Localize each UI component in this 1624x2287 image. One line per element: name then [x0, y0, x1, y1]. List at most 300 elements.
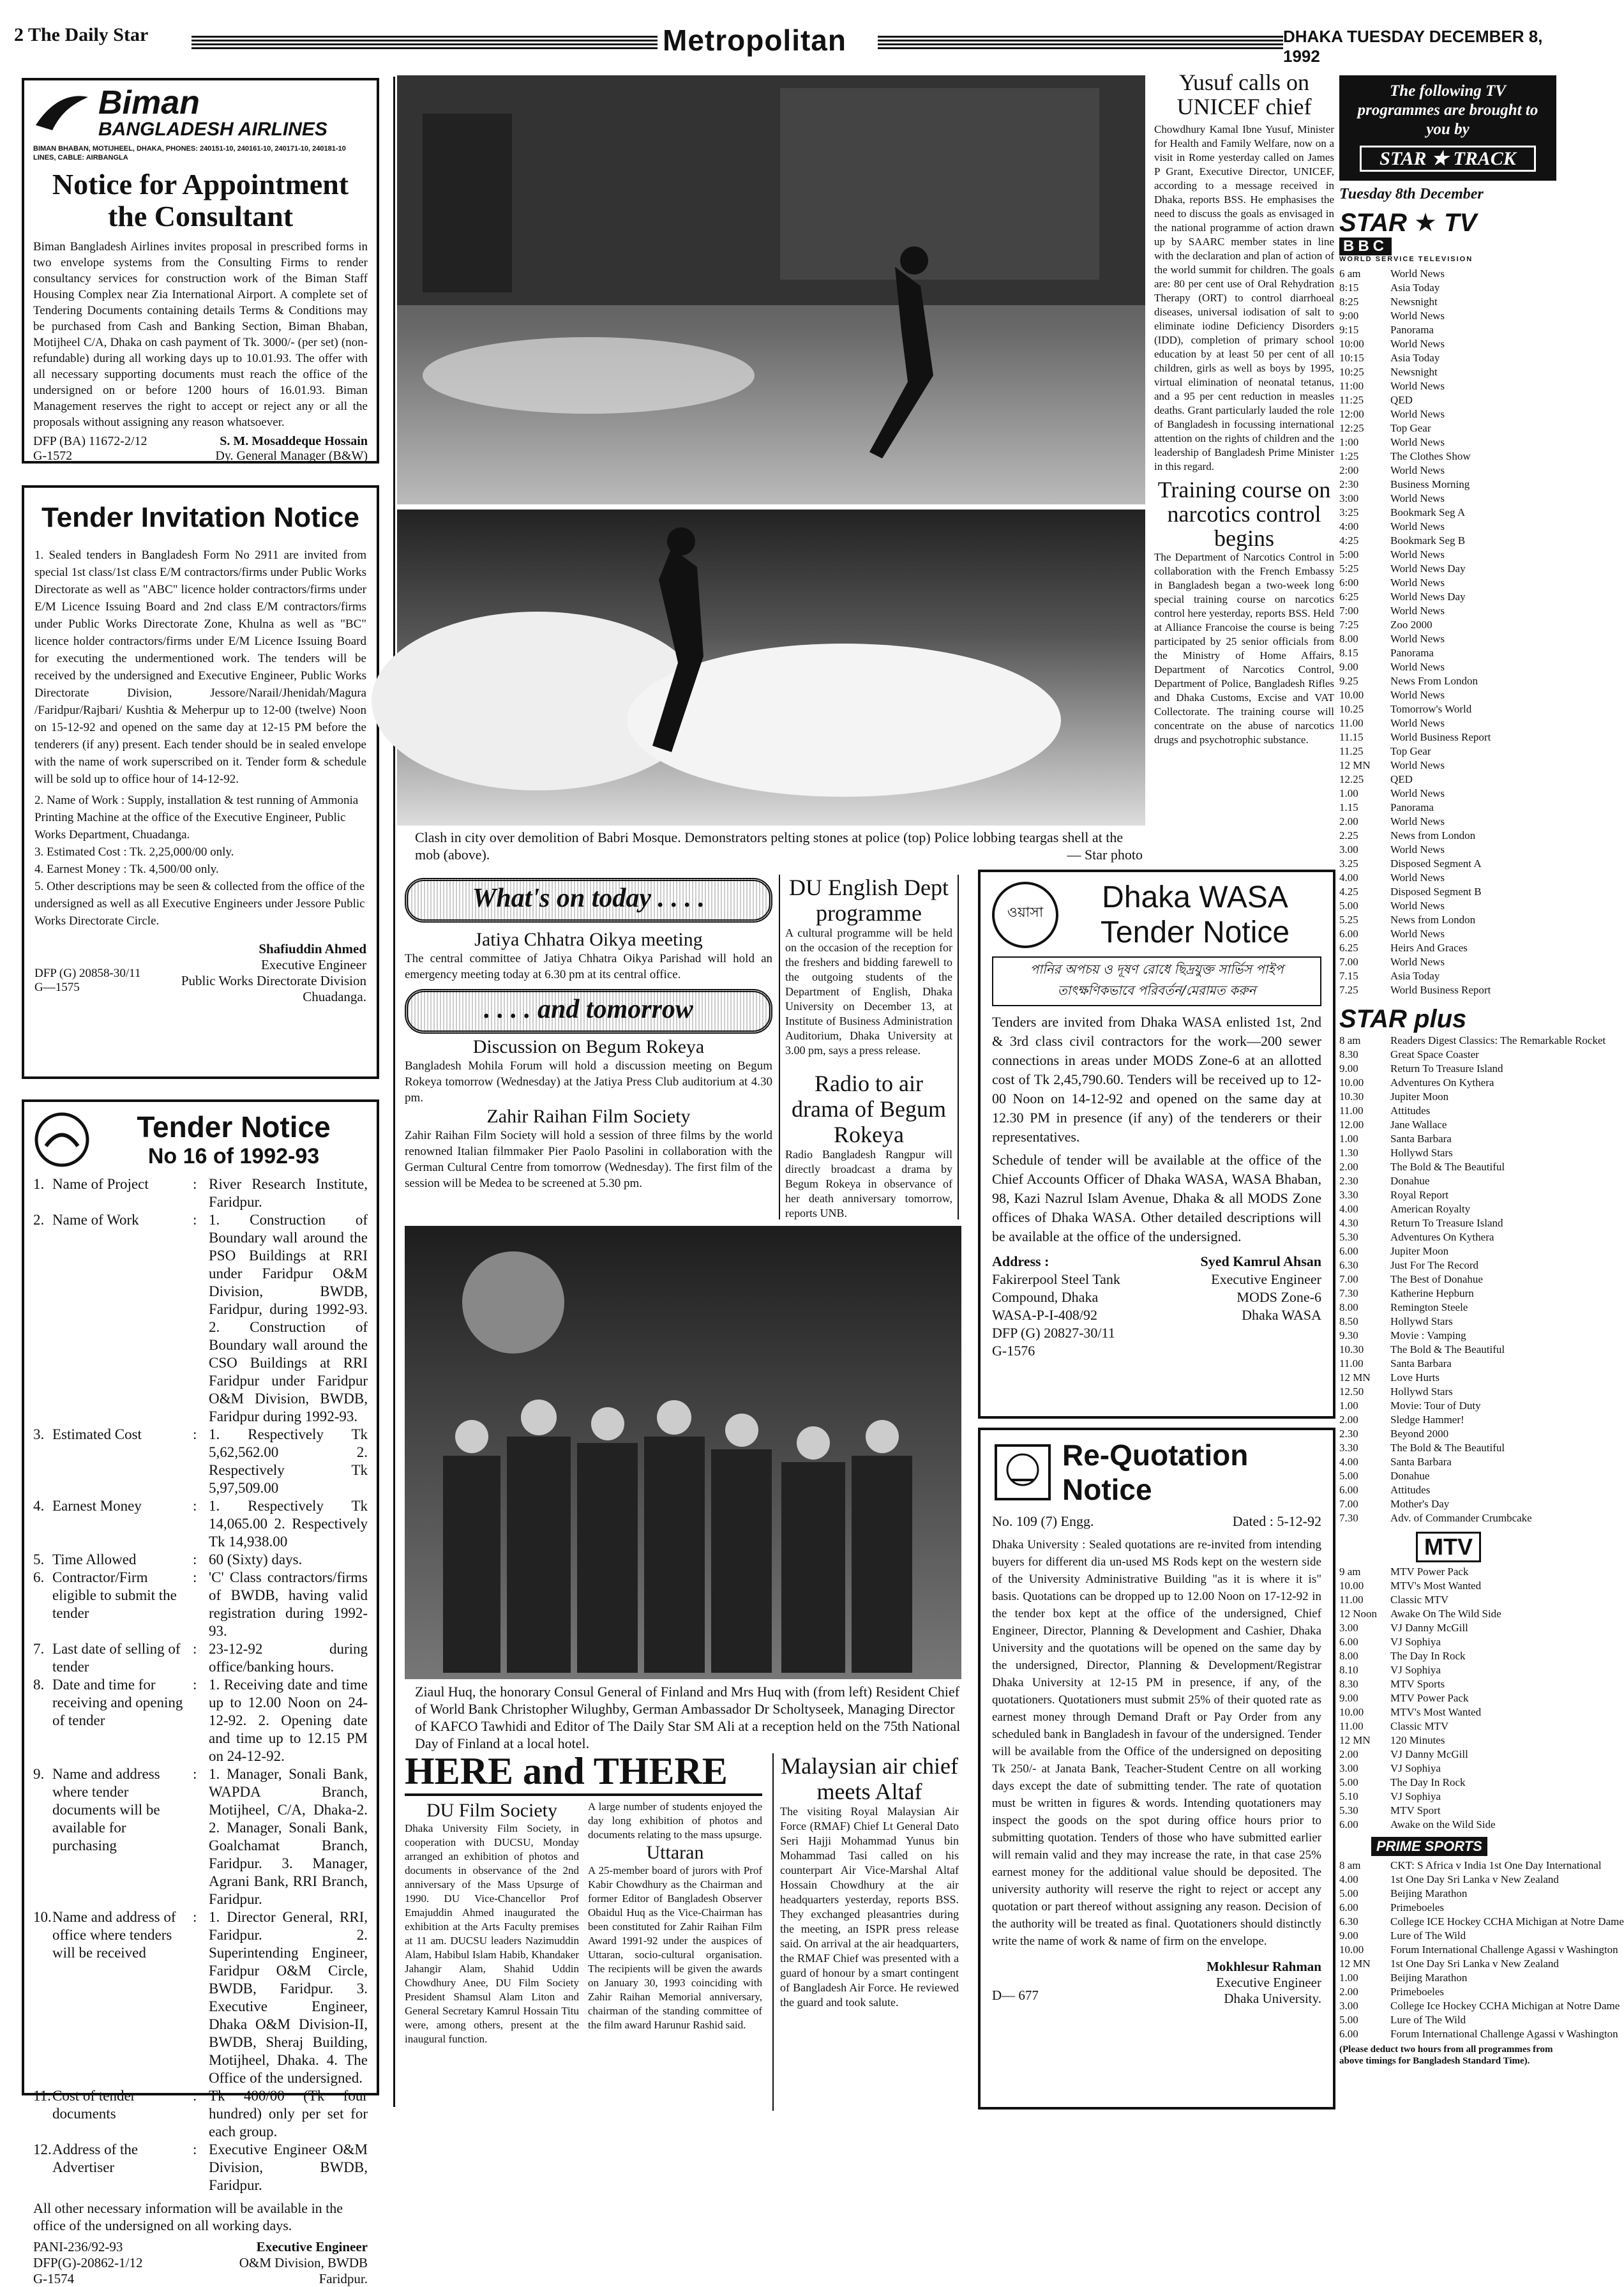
radio-body: Radio Bangladesh Rangpur will directly broadcast a drama by Begum Rokeya in observance of her death anniversary tomorrow, reports UNB.: [785, 1148, 952, 1219]
prime-sports-time: 10.00: [1339, 1944, 1364, 1956]
star-plus-time: 5.00: [1339, 1470, 1358, 1482]
tender-row-value: Executive Engineer O&M Division, BWDB, Faridpur.: [209, 2141, 368, 2193]
star-plus-program: Jupiter Moon: [1390, 1091, 1449, 1103]
tender-row-value: 1. Construction of Boundary wall around the PSO Buildings at RRI under Faridpur O&M Division, BWDB, Faridpur, during 1992-93. 2. Construction of Boundary wall around the CSO Buildings at RRI Faridpur under Faridpur O&M Division, BWDB, Faridpur during 1992-93.: [209, 1212, 368, 1424]
re-quotation-body: Dhaka University : Sealed quotations are re-invited from intending buyers for different dia un-used MS Rods kept on the western side of the University Administrative Building "as it is where it is" basis. Quotations can be dropped up to 12.00 Noon on 17-12-92 in the tender box kept at the office of the undersigned, Chief Engineer, Director, Planning & Development and Cashier, Dhaka University and the quotations will be opened on the same day by the undersigned, Director, Planning & Development/Registrar Dhaka University at 12-15 PM in presence, if any, of the quotationers. Quotationers must submit 25% of their quoted rate as earnest money through Demand Draft or Pay Order from any scheduled bank in Bangladesh in favour of the undersigned. Tender will be available from the Office of the undersigned on depositing Tk 250/- at Janata Bank, Teacher-Student Centre on all working days except the date of submitting tender. The rate of quotation must be written in figures & words. Intending quotationers may inspect the goods on the spot during office hours prior to submitting quotation. Tenders of those who have submitted earlier will remain valid and they may increase the rate, in that case 25% earnest money for the additional value should be deposited. The university authority will reserve the right to reject or accept any quotation or part thereof without assigning any reason. Decision of the authority will be treated as final. Quotationers should distinctly write the name of work & name of firm on the envelope.: [992, 1538, 1321, 1948]
bbc-time: 8.00: [1339, 633, 1358, 645]
bbc-time: 1.00: [1339, 787, 1358, 799]
uttaran-body: A 25-member board of jurors with Prof Kabir Chowdhury as the Chairman and former Editor of Bangladesh Observer Obaidul Huq as the Vice-Chairman has been constituted for Zahir Raihan Film Award 1991-92 under the auspices of Uttaran, socio-cultural organisation. The recipients will be given the awards on January 30, 1993 coinciding with Zahir Raihan Memorial anniversary, chairman of the standing committee of the film award Harunur Rashid said.: [588, 1864, 762, 2031]
bbc-program: Asia Today: [1390, 352, 1440, 364]
mtv-time: 2.00: [1339, 1748, 1358, 1760]
bbc-program: News From London: [1390, 675, 1478, 687]
star-plus-time: 10.00: [1339, 1076, 1364, 1089]
tender-notice-footer: All other necessary information will be available in the office of the undersigned on all working days.: [33, 2200, 343, 2233]
mtv-program: 120 Minutes: [1390, 1734, 1445, 1746]
prime-sports-time: 2.00: [1339, 1986, 1358, 1998]
tender-invitation-item-1: 1. Sealed tenders in Bangladesh Form No 2911 are invited from special 1st class/1st class E/M contractors/firms under Public Works Directorate as well as "ABC" licence holder contractors/firms under E/M Licence Issuing Board and 2nd class E/M contractors/firms under Public Works Directorate Zone, Khulna as well as "BC" licence holder contractors/firms under E/M Licence Issuing Board for executing the undermentioned work. The tenders will be received by the undersigned and Executive Engineer, Public Works Directorate Division, Jessore/Narail/Jhenidah/Magura /Faridpur/Rajbari/ Kushtia & Meherpur up to 12-00 (twelve) Noon on 15-12-92 and opened on the same day at 12-15 PM before the tenderers (if any) present. Each tender should be in sealed envelope with the name of work superscribed on it. Tender form & schedule will be sold up to office hour of 14-12-92.: [34, 548, 367, 786]
tender-row-number: 8.: [33, 1677, 45, 1693]
bbc-time: 8:25: [1339, 296, 1359, 308]
bbc-program: Top Gear: [1390, 745, 1431, 757]
tv-listing-date: Tuesday 8th December: [1339, 186, 1484, 202]
star-plus-time: 2.00: [1339, 1414, 1358, 1426]
tv-listings-column: [1339, 75, 1624, 2112]
tender-invitation-ad: [22, 485, 379, 1079]
mtv-time: 3.00: [1339, 1762, 1358, 1774]
star-plus-program: Royal Report: [1390, 1189, 1449, 1201]
whats-on-heading-3: Zahir Raihan Film Society: [486, 1106, 691, 1127]
tender-row-value: 1. Respectively Tk 14,065.00 2. Respectively Tk 14,938.00: [209, 1498, 368, 1550]
bbc-time: 6 am: [1339, 268, 1361, 280]
bbc-subtitle: WORLD SERVICE TELEVISION: [1339, 255, 1473, 263]
bbc-time: 11.15: [1339, 731, 1364, 743]
mtv-program: The Day In Rock: [1390, 1650, 1466, 1662]
bbc-time: 2:00: [1339, 464, 1359, 476]
star-plus-time: 10.30: [1339, 1343, 1364, 1355]
bbc-program: World News: [1390, 815, 1445, 827]
prime-sports-program: Primeboeles: [1390, 1901, 1445, 1913]
bbc-program: World News: [1390, 268, 1445, 280]
star-plus-time: 12.50: [1339, 1385, 1364, 1398]
tender-invitation-item-2: 2. Name of Work : Supply, installation & test running of Ammonia Printing Machine at the office of the Executive Engineer, Public Works Department, Chuadanga.: [34, 794, 359, 842]
tender-row-label: Contractor/Firm eligible to submit the tender: [52, 1569, 177, 1621]
bbc-program: World News: [1390, 408, 1445, 420]
tender-row-number: 9.: [33, 1766, 45, 1782]
biman-notice-ad: [22, 78, 379, 464]
bbc-logo: BBC: [1339, 238, 1392, 255]
bbc-program: World News: [1390, 956, 1445, 968]
tender-row: [33, 1551, 368, 1569]
star-plus-time: 3.30: [1339, 1189, 1358, 1201]
du-film-society-body-cont: A large number of students enjoyed the day long exhibition of photos and documents relating to the mass upsurge.: [588, 1800, 762, 1841]
bbc-program: World News: [1390, 577, 1445, 589]
bbc-time: 3.25: [1339, 857, 1358, 870]
bbc-program: World News: [1390, 633, 1445, 645]
tender-row-colon: :: [193, 1176, 197, 1192]
prime-sports-time: 8 am: [1339, 1859, 1361, 1871]
mtv-time: 6.00: [1339, 1636, 1358, 1648]
star-plus-program: American Royalty: [1390, 1203, 1471, 1215]
tender-row-colon: :: [193, 1212, 197, 1228]
tender-row-label: Earnest Money: [52, 1498, 142, 1514]
star-track-promo: [1339, 75, 1556, 181]
tender-row-number: 4.: [33, 1498, 45, 1514]
wasa-body-2: Schedule of tender will be available at the office of the Chief Accounts Officer of Dhaka WASA, WASA Bhaban, 98, Kazi Nazrul Islam Avenue, Dhaka & all MODS Zone offices of Dhaka WASA. Other detailed descriptions will be available at the office of the undersigned.: [992, 1152, 1321, 1244]
tender-row-colon: :: [193, 1569, 197, 1585]
photo-caption: Clash in city over demolition of Babri Mosque. Demonstrators pelting stones at police (top) Police lobbing teargas shell at the mob (above). — Star photo: [415, 829, 1143, 863]
tender-row-number: 7.: [33, 1641, 45, 1657]
star-plus-time: 4.00: [1339, 1203, 1358, 1215]
bbc-time: 4.25: [1339, 886, 1358, 898]
bbc-program: World News: [1390, 520, 1445, 532]
bbc-time: 9:00: [1339, 310, 1359, 322]
bbc-time: 11:00: [1339, 380, 1364, 392]
tender-invitation-item-4: 4. Earnest Money : Tk. 4,500/00 only.: [34, 863, 219, 876]
biman-notice-body: Biman Bangladesh Airlines invites proposal in prescribed forms in two envelope systems from the Consulting Firms to render consultancy services for construction work of the Biman Staff Housing Complex near Zia International Airport. A complete set of Tendering Documents containing details Terms & Conditions may be purchased from Cash and Banking Section, Biman Bhaban, Motijheel C/A, Dhaka on cash payment of Tk. 3000/- (per set) (non-refundable) during all working days up to 10.01.93. The offer with all necessary supporting documents must reach the office of the undersigned on or before 1200 hours of 16.01.93. Biman Management reserves the right to accept or reject any or all the proposals without assigning any reason whatsoever.: [33, 240, 368, 429]
mtv-time: 9 am: [1339, 1566, 1361, 1578]
star-plus-time: 12.00: [1339, 1119, 1364, 1131]
bbc-program: World News: [1390, 548, 1445, 561]
re-quotation-ref: D— 677: [992, 1988, 1039, 2003]
star-plus-program: Santa Barbara: [1390, 1133, 1452, 1145]
whats-on-heading-2: Discussion on Begum Rokeya: [472, 1036, 705, 1057]
street-clash-image: [397, 75, 1145, 504]
mtv-program: Awake On The Wild Side: [1390, 1608, 1501, 1620]
narcotics-headline: Training course on narcotics control begins: [1157, 477, 1331, 551]
star-plus-time: 5.30: [1339, 1231, 1358, 1243]
bbc-time: 11:25: [1339, 394, 1364, 406]
bbc-program: Asia Today: [1390, 970, 1440, 982]
whats-on-text-2: Bangladesh Mohila Forum will hold a discussion meeting on Begum Rokeya tomorrow (Wednesday) at the Jatiya Press Club auditorium at 4.30 pm.: [405, 1059, 772, 1105]
biman-address: BIMAN BHABAN, MOTIJHEEL, DHAKA, PHONES: 240151-10, 240161-10, 240171-10, 240181-10 LINES, CABLE: AIRBANGLA: [33, 145, 346, 162]
star-plus-program: Jupiter Moon: [1390, 1245, 1449, 1257]
tender-row-label: Time Allowed: [52, 1551, 137, 1567]
prime-sports-time: 4.00: [1339, 1873, 1358, 1885]
star-plus-program: The Bold & The Beautiful: [1390, 1343, 1505, 1355]
star-plus-program: Attitudes: [1390, 1105, 1431, 1117]
star-plus-time: 7.30: [1339, 1512, 1358, 1524]
prime-sports-program: Forum International Challenge Agassi v Washington: [1390, 2028, 1618, 2040]
bbc-time: 2:30: [1339, 478, 1359, 490]
tender-row-colon: :: [193, 2088, 197, 2104]
star-track-logo: STAR ★ TRACK: [1360, 146, 1536, 172]
tender-row-label: Name and address of office where tenders will be received: [52, 1909, 176, 1961]
tender-row: [33, 1640, 368, 1676]
star-plus-schedule: [1339, 1034, 1606, 1525]
star-plus-time: 2.30: [1339, 1175, 1358, 1187]
whats-on-text-1: The central committee of Jatiya Chhatra Oikya Parishad will hold an emergency meeting today at 6.30 pm at its central office.: [405, 952, 772, 981]
biman-bird-logo-icon: [33, 93, 89, 134]
tender-row: [33, 1426, 368, 1497]
star-plus-time: 9.30: [1339, 1329, 1358, 1341]
star-plus-time: 11.00: [1339, 1105, 1364, 1117]
bbc-program: World News: [1390, 717, 1445, 729]
bbc-program: Panorama: [1390, 647, 1434, 659]
bbc-time: 10.25: [1339, 703, 1364, 715]
tender-row-value: Tk 400/00 (Tk four hundred) only per set for each group.: [209, 2088, 368, 2140]
bbc-program: Tomorrow's World: [1390, 703, 1472, 715]
bbc-time: 12:00: [1339, 408, 1364, 420]
bbc-time: 12:25: [1339, 422, 1364, 434]
star-plus-program: Santa Barbara: [1390, 1357, 1452, 1370]
bbc-time: 6.00: [1339, 928, 1358, 940]
prime-sports-logo: PRIME SPORTS: [1371, 1837, 1487, 1856]
mtv-logo: MTV: [1416, 1532, 1481, 1562]
tender-row: [33, 2087, 368, 2141]
tender-invitation-ref: DFP (G) 20858-30/11 G—1575: [34, 967, 141, 994]
bbc-time: 7:00: [1339, 605, 1359, 617]
biman-ref2: G-1572: [33, 449, 73, 463]
wasa-tagline: পানির অপচয় ও দূষণ রোধে ছিদ্রযুক্ত সার্ভিস পাইপ তাৎক্ষণিকভাবে পরিবর্তন/মেরামত করুন: [992, 956, 1321, 1006]
re-quotation-signature: Mokhlesur Rahman Executive Engineer Dhaka University.: [1207, 1959, 1321, 2006]
star-plus-program: Readers Digest Classics: The Remarkable Rocket: [1390, 1034, 1606, 1046]
star-plus-time: 6.30: [1339, 1259, 1358, 1271]
bbc-schedule: [1339, 267, 1556, 997]
bbc-time: 5:25: [1339, 562, 1359, 575]
mtv-program: MTV Sports: [1390, 1678, 1445, 1690]
wasa-address: Address : Fakirerpool Steel Tank Compound, Dhaka WASA-P-I-408/92 DFP (G) 20827-30/11 G-1576: [992, 1253, 1120, 1359]
star-plus-time: 3.30: [1339, 1442, 1358, 1454]
tender-row-value: 'C' Class contractors/firms of BWDB, having valid registration during 1992-93.: [209, 1569, 368, 1639]
bbc-time: 11.25: [1339, 745, 1364, 757]
star-plus-program: Return To Treasure Island: [1390, 1062, 1503, 1075]
bbc-program: World News: [1390, 380, 1445, 392]
tender-row-label: Name and address where tender documents will be available for purchasing: [52, 1766, 160, 1853]
mtv-time: 8.10: [1339, 1664, 1358, 1676]
star-plus-time: 7.30: [1339, 1287, 1358, 1299]
du-film-society-body: Dhaka University Film Society, in cooperation with DUCSU, Monday arranged an exhibition of photos and documents in observance of the 2nd anniversary of the Mass Upsurge of 1990. DU Vice-Chancellor Prof Emajuddin Ahmed inaugurated the exhibition at the Arts Faculty premises at 11 am. DUCSU leaders Nazimuddin Alam, Habibul Islam Habib, Khandaker Jahangir Alam, Shahid Uddin Chowdhury Anee, DU Film Society President Shamsul Alam Liton and General Secretary Kamrul Hossain Titu were, among others, present at the inaugural function.: [405, 1822, 579, 2045]
bbc-program: Newsnight: [1390, 296, 1438, 308]
bbc-time: 9.25: [1339, 675, 1358, 687]
bbc-program: QED: [1390, 394, 1413, 406]
mtv-time: 12 Noon: [1339, 1608, 1378, 1620]
star-plus-program: The Bold & The Beautiful: [1390, 1161, 1505, 1173]
unicef-headline: Yusuf calls on UNICEF chief: [1177, 70, 1312, 119]
prime-sports-time: 5.00: [1339, 1887, 1358, 1899]
star-plus-program: Beyond 2000: [1390, 1428, 1449, 1440]
bbc-time: 10:25: [1339, 366, 1364, 378]
whats-on-section: [405, 878, 772, 1223]
bbc-program: World News: [1390, 689, 1445, 701]
biman-brand-sub: BANGLADESH AIRLINES: [98, 119, 327, 140]
star-plus-time: 4.30: [1339, 1217, 1358, 1229]
bbc-program: Newsnight: [1390, 366, 1438, 378]
star-plus-time: 1.30: [1339, 1147, 1358, 1159]
bbc-time: 3:25: [1339, 506, 1359, 518]
bbc-time: 9.00: [1339, 661, 1358, 673]
star-plus-program: Just For The Record: [1390, 1259, 1479, 1271]
bbc-time: 5.00: [1339, 900, 1358, 912]
bbc-time: 1:00: [1339, 436, 1359, 448]
tender-invitation-item-5: 5. Other descriptions may be seen & collected from the office of the undersigned as well as all Executive Engineers under Jessore Public Works Directorate Circle.: [34, 880, 365, 928]
mtv-program: VJ Sophiya: [1390, 1762, 1441, 1774]
star-plus-program: Jane Wallace: [1390, 1119, 1447, 1131]
star-plus-program: Return To Treasure Island: [1390, 1217, 1503, 1229]
bbc-program: World News: [1390, 492, 1445, 504]
bbc-time: 10:00: [1339, 338, 1364, 350]
tv-promo-text: The following TV programmes are brought to you by: [1357, 82, 1538, 138]
mtv-program: MTV's Most Wanted: [1390, 1706, 1482, 1718]
mtv-schedule: [1339, 1565, 1556, 1832]
prime-sports-program: College Ice Hockey CCHA Michigan at Notre Dame: [1390, 2000, 1620, 2012]
du-english-body: A cultural programme will be held on the occasion of the reception for the freshers and bidding farewell to the outgoing students of the Department of English, Dhaka University on December 13, at Institute of Business Administration Auditorium, Dhaka University at 3.00 pm, says a press release.: [785, 926, 952, 1057]
star-plus-logo: STAR plus: [1339, 1005, 1467, 1033]
mtv-program: MTV Sport: [1390, 1804, 1441, 1816]
mtv-time: 11.00: [1339, 1594, 1364, 1606]
star-plus-time: 8.00: [1339, 1301, 1358, 1313]
tender-row-number: 11.: [33, 2088, 51, 2104]
biman-ref: DFP (BA) 11672-2/12: [33, 434, 147, 448]
prime-sports-time: 6.00: [1339, 1901, 1358, 1913]
and-tomorrow-banner: . . . . and tomorrow: [405, 989, 772, 1034]
bbc-time: 8:15: [1339, 282, 1359, 294]
bbc-time: 7.00: [1339, 956, 1358, 968]
tender-row-number: 1.: [33, 1176, 45, 1192]
star-plus-program: Hollywd Stars: [1390, 1315, 1453, 1327]
bbc-program: World News Day: [1390, 562, 1466, 575]
bbc-time: 6:25: [1339, 591, 1359, 603]
mtv-time: 5.30: [1339, 1804, 1358, 1816]
prime-sports-program: 1st One Day Sri Lanka v New Zealand: [1390, 1958, 1559, 1970]
reception-group-image: [405, 1226, 961, 1679]
tender-row-colon: :: [193, 1641, 197, 1657]
re-quotation-title: Re-Quotation Notice: [1062, 1438, 1249, 1506]
tender-row-value: River Research Institute, Faridpur.: [209, 1176, 368, 1210]
prime-sports-program: CKT: S Africa v India 1st One Day International: [1390, 1859, 1602, 1871]
issue-date: DHAKA TUESDAY DECEMBER 8, 1992: [1283, 27, 1543, 66]
star-plus-time: 12 MN: [1339, 1371, 1371, 1384]
mtv-program: VJ Danny McGill: [1390, 1748, 1468, 1760]
prime-sports-program: Lure of The Wild: [1390, 2014, 1466, 2026]
prime-sports-schedule: [1339, 1859, 1624, 2041]
malaysian-article: [772, 1753, 959, 2111]
whats-on-today-banner: What's on today . . . .: [405, 878, 772, 923]
tender-row: [33, 1497, 368, 1551]
prime-sports-program: Forum International Challenge Agassi v Washington: [1390, 1944, 1618, 1956]
tender-row-number: 6.: [33, 1569, 45, 1585]
mtv-program: MTV Power Pack: [1390, 1566, 1469, 1578]
tender-row-colon: :: [193, 1426, 197, 1442]
star-plus-time: 2.00: [1339, 1161, 1358, 1173]
biman-logo-block: [33, 84, 368, 140]
wasa-body-1: Tenders are invited from Dhaka WASA enlisted 1st, 2nd & 3rd class civil contractors for the work—200 sewer connections in areas under MODS Zone-6 at an allotted cost of Tk 2,45,790.60. Tenders will be received up to 12-00 Noon on 14-12-92 and opened on the same day at 12.30 PM in presence (if any) of the tenderers or their representatives.: [992, 1014, 1321, 1145]
bbc-program: World Business Report: [1390, 984, 1491, 996]
prime-sports-time: 3.00: [1339, 2000, 1358, 2012]
tender-row: [33, 1765, 368, 1908]
star-plus-program: Remington Steele: [1390, 1301, 1468, 1313]
uttaran-heading: Uttaran: [646, 1842, 704, 1863]
reception-caption: Ziaul Huq, the honorary Consul General of Finland and Mrs Huq with (from left) Resident Chief of World Bank Christopher Wilughby, German Ambassador Dr Scholtyseek, Managing Director of KAFCO Tawhidi and Editor of The Daily Star SM Ali at a reception held on the 75th National Day of Finland at a local hotel.: [415, 1684, 961, 1751]
biman-signatory: S. M. Mosaddeque Hossain: [220, 434, 368, 448]
tender-row-label: Date and time for receiving and opening of tender: [52, 1677, 183, 1728]
unicef-article: [1154, 70, 1334, 868]
tender-invitation-item-3: 3. Estimated Cost : Tk. 2,25,000/00 only.: [34, 845, 234, 859]
bbc-time: 10.00: [1339, 689, 1364, 701]
star-plus-program: Katherine Hepburn: [1390, 1287, 1474, 1299]
mtv-program: The Day In Rock: [1390, 1776, 1466, 1788]
whats-on-text-3: Zahir Raihan Film Society will hold a session of three films by the world renowned Italian filmmaker Pier Paolo Pasolini in collaboration with the German Cultural Centre from tomorrow (Wednesday). The first film of the session will be Medea to be screened at 5.30 pm.: [405, 1129, 772, 1190]
wasa-title: Dhaka WASA: [1102, 880, 1288, 914]
tender-invitation-title: Tender Invitation Notice: [41, 502, 359, 533]
bbc-program: Disposed Segment A: [1390, 857, 1482, 870]
bbc-time: 11.00: [1339, 717, 1364, 729]
bbc-program: World News: [1390, 843, 1445, 856]
bbc-time: 3:00: [1339, 492, 1359, 504]
du-english-column: [779, 875, 959, 1219]
star-plus-time: 11.00: [1339, 1357, 1364, 1370]
re-quotation-ad: [978, 1428, 1335, 2110]
mtv-time: 12 MN: [1339, 1734, 1371, 1746]
re-quotation-date: Dated : 5-12-92: [1232, 1513, 1321, 1529]
mtv-program: VJ Sophiya: [1390, 1664, 1441, 1676]
star-plus-time: 1.00: [1339, 1400, 1358, 1412]
tender-row-label: Name of Work: [52, 1212, 139, 1228]
bwdb-logo-icon: [33, 1111, 91, 1168]
photo-demonstrators-pelting-stones: [397, 75, 1145, 504]
star-plus-time: 4.00: [1339, 1456, 1358, 1468]
mtv-program: VJ Sophiya: [1390, 1636, 1441, 1648]
tender-row-label: Cost of tender documents: [52, 2088, 136, 2122]
star-plus-program: Movie: Tour of Duty: [1390, 1400, 1481, 1412]
tender-row: [33, 1676, 368, 1765]
bbc-time: 12.25: [1339, 773, 1364, 785]
tender-row-number: 2.: [33, 1212, 45, 1228]
bbc-time: 4.00: [1339, 872, 1358, 884]
mtv-program: MTV Power Pack: [1390, 1692, 1469, 1704]
star-tv-logo: STAR ★ TV: [1339, 209, 1477, 237]
mtv-time: 10.00: [1339, 1706, 1364, 1718]
mtv-program: MTV's Most Wanted: [1390, 1580, 1482, 1592]
star-plus-program: Hollywd Stars: [1390, 1147, 1453, 1159]
biman-brand: Biman: [98, 84, 200, 121]
biman-signatory-title: Dy. General Manager (B&W): [215, 449, 368, 463]
prime-sports-time: 6.30: [1339, 1915, 1358, 1928]
bbc-program: News from London: [1390, 829, 1476, 842]
tender-row-number: 5.: [33, 1551, 45, 1567]
mtv-program: VJ Sophiya: [1390, 1790, 1441, 1802]
mtv-time: 3.00: [1339, 1622, 1358, 1634]
bbc-program: World News: [1390, 900, 1445, 912]
bbc-time: 6.25: [1339, 942, 1358, 954]
prime-sports-program: 1st One Day Sri Lanka v New Zealand: [1390, 1873, 1559, 1885]
bbc-program: Bookmark Seg A: [1390, 506, 1466, 518]
masthead: [0, 0, 1565, 70]
mtv-time: 8.30: [1339, 1678, 1358, 1690]
bbc-program: Asia Today: [1390, 282, 1440, 294]
star-plus-program: Adventures On Kythera: [1390, 1231, 1494, 1243]
photo-police-teargas: [397, 509, 1145, 826]
mtv-program: Awake on the Wild Side: [1390, 1818, 1496, 1830]
bbc-time: 12 MN: [1339, 759, 1371, 771]
wasa-logo-icon: ওয়াসা: [992, 882, 1058, 948]
tender-notice-title: Tender Notice: [137, 1110, 331, 1144]
biman-notice-title: Notice for Appointment the Consultant: [52, 168, 349, 232]
tender-row: [33, 1211, 368, 1426]
here-and-there-banner: HERE and THERE: [405, 1749, 762, 1796]
bbc-program: World News: [1390, 787, 1445, 799]
bbc-time: 1:25: [1339, 450, 1359, 462]
malaysian-body: The visiting Royal Malaysian Air Force (RMAF) Chief Lt General Dato Seri Hajji Mohammad Yunus bin Mohammad Tasi called on his counterpart Air Vice-Marshal Altaf Hossain Chowdhury at the air headquarters yesterday, reports BSS. They exchanged pleasantries during the meeting, an ISPR press release said. On arrival at the air headquarters, the RMAF Chief was presented with a guard of honour by a smart contingent of Bangladesh Air Force. He reviewed the guard and took salute.: [780, 1805, 959, 2009]
bbc-time: 8.15: [1339, 647, 1358, 659]
bbc-program: World News: [1390, 464, 1445, 476]
bbc-program: World News: [1390, 928, 1445, 940]
here-and-there-section: [405, 1749, 762, 2107]
tender-row-number: 3.: [33, 1426, 45, 1442]
bbc-time: 7:25: [1339, 619, 1359, 631]
star-plus-time: 8 am: [1339, 1034, 1361, 1046]
bbc-time: 1.15: [1339, 801, 1358, 813]
bbc-program: Panorama: [1390, 324, 1434, 336]
bbc-time: 10:15: [1339, 352, 1364, 364]
tender-row-colon: :: [193, 1909, 197, 1925]
malaysian-headline: Malaysian air chief meets Altaf: [781, 1753, 958, 1804]
teargas-image: [397, 509, 1145, 826]
tender-row-label: Estimated Cost: [52, 1426, 142, 1442]
bbc-time: 2.00: [1339, 815, 1358, 827]
bbc-program: Panorama: [1390, 801, 1434, 813]
column-rule: [393, 77, 395, 2107]
bbc-program: QED: [1390, 773, 1413, 785]
star-plus-time: 6.00: [1339, 1484, 1358, 1496]
unicef-body: Chowdhury Kamal Ibne Yusuf, Minister for Health and Family Welfare, now on a visit in Rome yesterday called on James P Grant, Executive Director, UNICEF, according to a message received in Dhaka, reports BSS. He emphasises the need to discuss the goals as envisaged in the national programme of action drawn up by SAARC member states in line with the declaration and plan of action of the world summit for children. The goals are: 80 per cent use of Oral Rehydration Therapy (ORT) to control diarrhoeal diseases, universal iodisation of salt to eliminate iodine Deficiency Disorders (IDD), completion of primary school education by at least 50 per cent of all children, girls as well as boys by 1995, virtual elimination of neonatal tetanus, and a 95 per cent reduction in measles deaths. Grant particularly lauded the role of Bangladesh in focussing international attention on the rights of children and the leadership of Bangladesh Prime Minister in this regard.: [1154, 123, 1334, 472]
prime-sports-time: 5.00: [1339, 2014, 1358, 2026]
whats-on-heading-1: Jatiya Chhatra Oikya meeting: [474, 929, 703, 950]
star-plus-program: Mother's Day: [1390, 1498, 1450, 1510]
star-plus-program: The Best of Donahue: [1390, 1273, 1483, 1285]
bbc-program: Business Morning: [1390, 478, 1470, 490]
bbc-program: News from London: [1390, 914, 1476, 926]
prime-sports-program: College ICE Hockey CCHA Michigan at Notre Dame: [1390, 1915, 1624, 1928]
tender-notice-refs: PANI-236/92-93 DFP(G)-20862-1/12 G-1574: [33, 2239, 143, 2286]
